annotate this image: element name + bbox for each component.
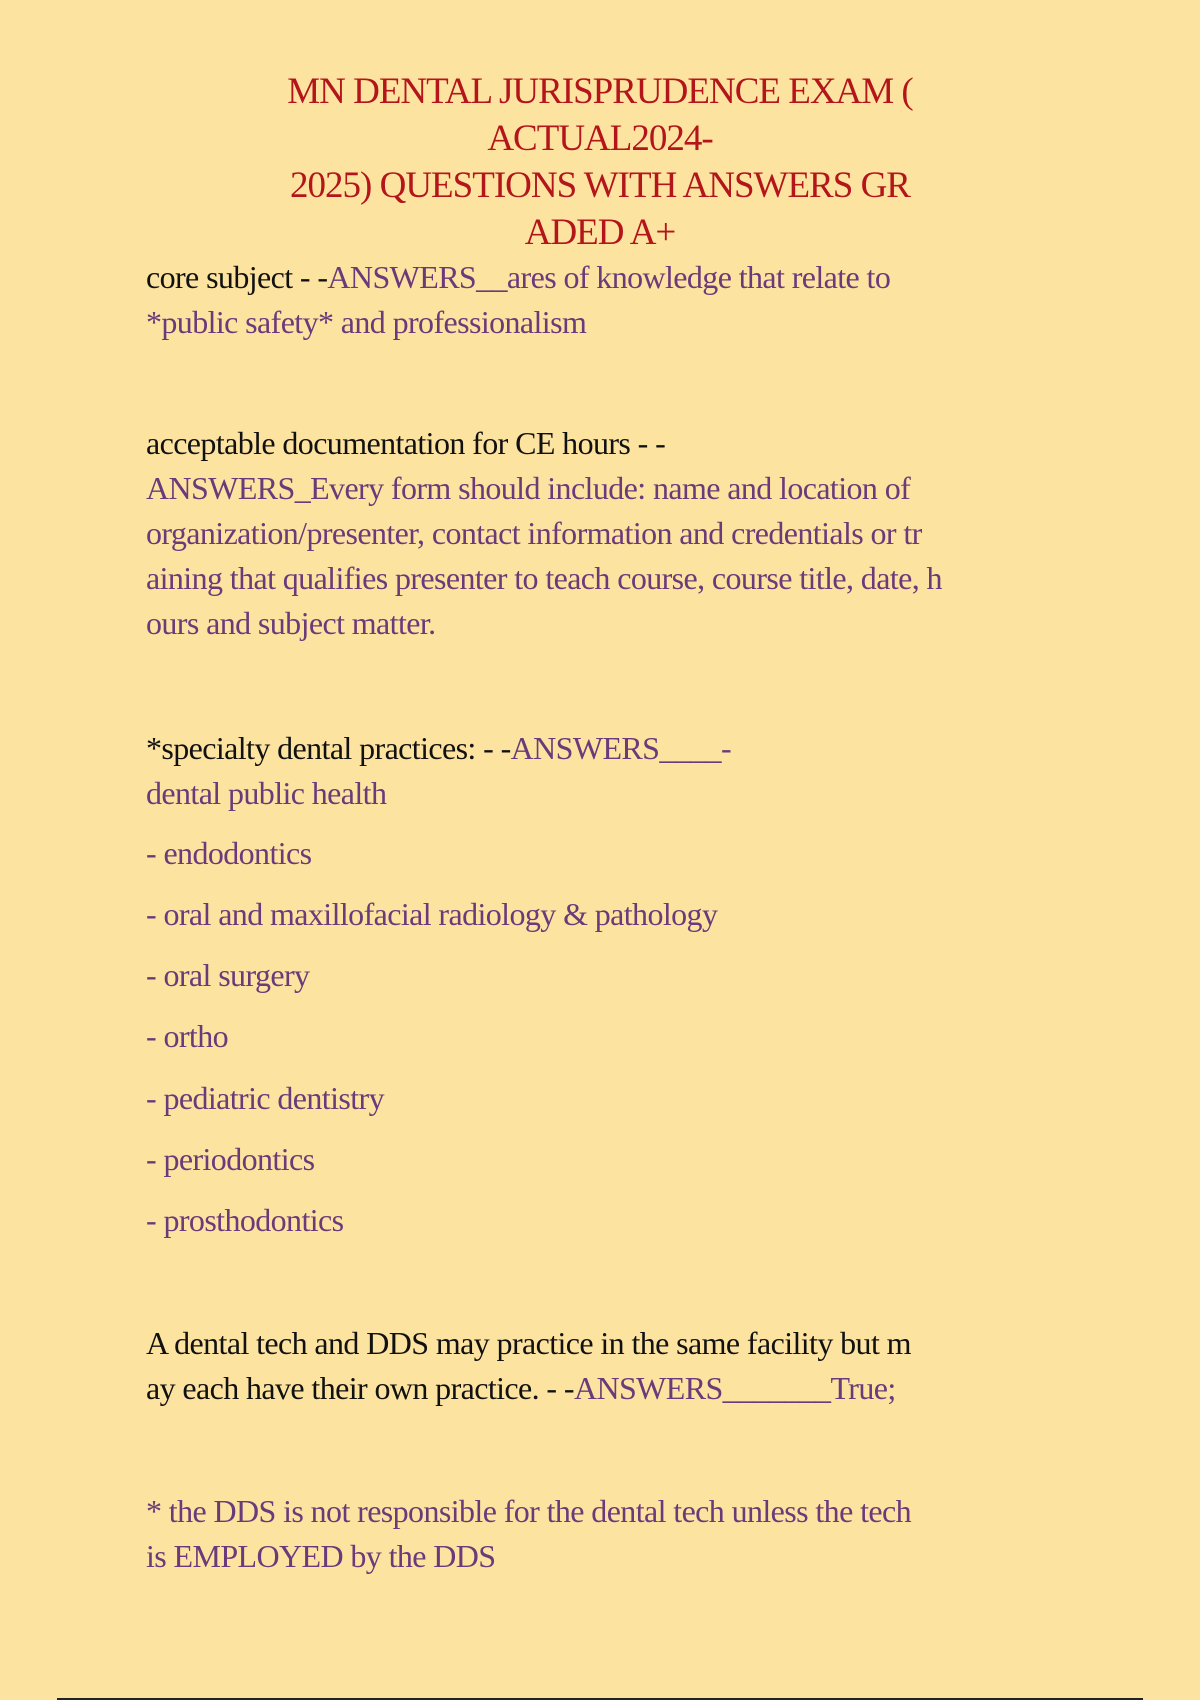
qa-item-ce-documentation <box>146 421 1076 646</box>
qa-line <box>146 726 1076 771</box>
list-item: - endodontics <box>146 835 312 871</box>
note-text: is EMPLOYED by the DDS <box>146 1538 496 1574</box>
question-text: *specialty dental practices: - - <box>146 730 511 766</box>
list-item: - periodontics <box>146 1141 315 1177</box>
answer-text: organization/presenter, contact information and credentials or tr <box>146 515 922 551</box>
answer-text: dental public health <box>146 775 387 811</box>
qa-item-core-subject <box>146 255 1076 345</box>
title-line: ADED A+ <box>524 212 676 253</box>
answer-text: aining that qualifies presenter to teach course, course title, date, h <box>146 560 942 596</box>
answer-text: ANSWERS_Every form should include: name and location of <box>146 470 911 506</box>
list-item: - pediatric dentistry <box>146 1080 384 1116</box>
list-item: - oral surgery <box>146 957 310 993</box>
list-item: - ortho <box>146 1018 229 1054</box>
note-text: * the DDS is not responsible for the dental tech unless the tech <box>146 1493 911 1529</box>
answer-text: ours and subject matter. <box>146 605 436 641</box>
title-line: ACTUAL2024- <box>487 118 713 159</box>
list-item: - oral and maxillofacial radiology & pathology <box>146 896 718 932</box>
question-text: A dental tech and DDS may practice in the same facility but m <box>146 1325 911 1361</box>
question-text: core subject - - <box>146 259 328 295</box>
qa-item-specialty-practices <box>146 726 1076 816</box>
qa-note <box>146 1489 1076 1579</box>
title-line: MN DENTAL JURISPRUDENCE EXAM ( <box>287 71 913 112</box>
answer-text: ANSWERS_______True; <box>573 1370 896 1406</box>
question-text: acceptable documentation for CE hours - - <box>146 425 666 461</box>
qa-line <box>146 1366 1076 1411</box>
answer-text: ANSWERS__ares of knowledge that relate to <box>327 259 891 295</box>
list-item: - prosthodontics <box>146 1202 344 1238</box>
qa-item-dental-tech <box>146 1321 1076 1411</box>
qa-line <box>146 255 1076 300</box>
question-text: ay each have their own practice. - - <box>146 1370 574 1406</box>
title-line: 2025) QUESTIONS WITH ANSWERS GR <box>290 165 910 206</box>
answer-text: *public safety* and professionalism <box>146 304 587 340</box>
document-title <box>200 68 1000 256</box>
answer-text: ANSWERS____- <box>510 730 732 766</box>
